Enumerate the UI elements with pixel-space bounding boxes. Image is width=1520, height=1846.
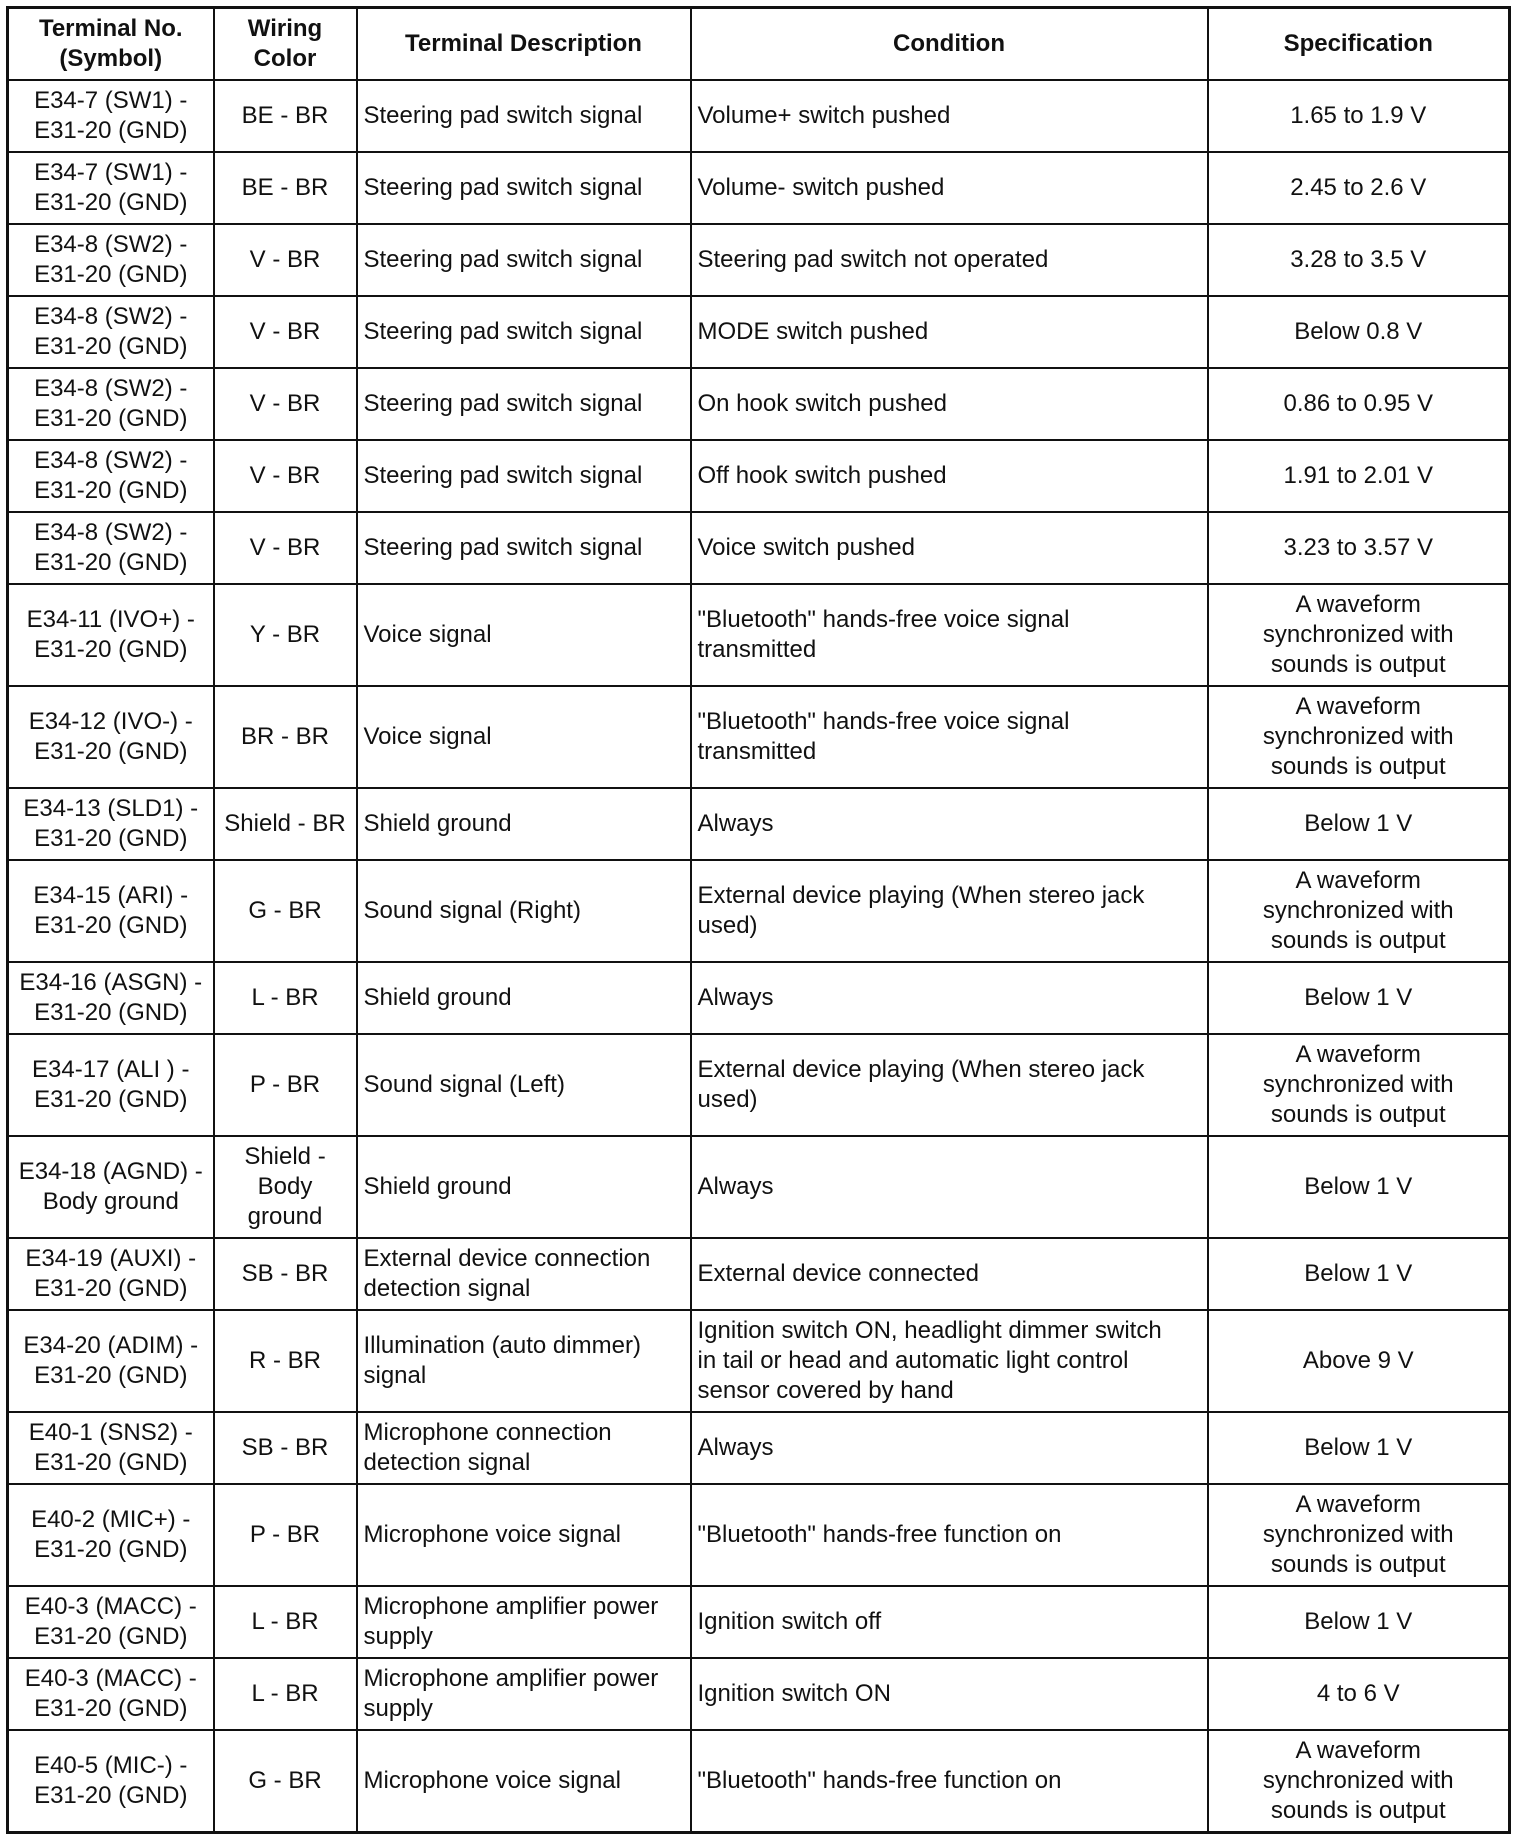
cell-specification: 1.65 to 1.9 V — [1208, 80, 1510, 152]
cell-condition: Voice switch pushed — [691, 512, 1208, 584]
cell-wiring-color: R - BR — [214, 1310, 357, 1412]
cell-specification: Below 1 V — [1208, 1136, 1510, 1238]
cell-condition: External device playing (When stereo jack used) — [691, 1034, 1208, 1136]
cell-specification: A waveform synchronized with sounds is output — [1208, 860, 1510, 962]
table-row — [8, 1412, 1510, 1484]
table-row — [8, 1136, 1510, 1238]
cell-specification: 3.28 to 3.5 V — [1208, 224, 1510, 296]
cell-condition: "Bluetooth" hands-free function on — [691, 1484, 1208, 1586]
cell-terminal: E34-11 (IVO+) - E31-20 (GND) — [8, 584, 214, 686]
cell-description: Illumination (auto dimmer) signal — [357, 1310, 691, 1412]
cell-description: Steering pad switch signal — [357, 80, 691, 152]
cell-wiring-color: V - BR — [214, 368, 357, 440]
cell-description: Voice signal — [357, 584, 691, 686]
cell-terminal: E40-3 (MACC) - E31-20 (GND) — [8, 1586, 214, 1658]
cell-terminal: E34-19 (AUXI) - E31-20 (GND) — [8, 1238, 214, 1310]
cell-terminal: E34-17 (ALI ) - E31-20 (GND) — [8, 1034, 214, 1136]
header-specification: Specification — [1208, 8, 1510, 81]
cell-description: Microphone connection detection signal — [357, 1412, 691, 1484]
cell-wiring-color: G - BR — [214, 860, 357, 962]
table-row — [8, 512, 1510, 584]
cell-terminal: E40-2 (MIC+) - E31-20 (GND) — [8, 1484, 214, 1586]
cell-terminal: E34-12 (IVO-) - E31-20 (GND) — [8, 686, 214, 788]
cell-specification: A waveform synchronized with sounds is output — [1208, 686, 1510, 788]
table-row — [8, 296, 1510, 368]
cell-terminal: E34-8 (SW2) - E31-20 (GND) — [8, 440, 214, 512]
cell-terminal: E34-7 (SW1) - E31-20 (GND) — [8, 80, 214, 152]
cell-specification: Above 9 V — [1208, 1310, 1510, 1412]
cell-specification: A waveform synchronized with sounds is output — [1208, 1034, 1510, 1136]
cell-description: Shield ground — [357, 788, 691, 860]
cell-wiring-color: BR - BR — [214, 686, 357, 788]
cell-terminal: E34-20 (ADIM) - E31-20 (GND) — [8, 1310, 214, 1412]
cell-terminal: E34-7 (SW1) - E31-20 (GND) — [8, 152, 214, 224]
cell-condition: "Bluetooth" hands-free function on — [691, 1730, 1208, 1832]
cell-condition: Volume+ switch pushed — [691, 80, 1208, 152]
cell-wiring-color: Y - BR — [214, 584, 357, 686]
cell-wiring-color: P - BR — [214, 1484, 357, 1586]
cell-condition: External device playing (When stereo jack used) — [691, 860, 1208, 962]
cell-description: Shield ground — [357, 1136, 691, 1238]
cell-description: Microphone amplifier power supply — [357, 1658, 691, 1730]
cell-wiring-color: SB - BR — [214, 1238, 357, 1310]
cell-condition: Always — [691, 788, 1208, 860]
cell-wiring-color: V - BR — [214, 512, 357, 584]
cell-condition: Ignition switch ON — [691, 1658, 1208, 1730]
header-terminal-no: Terminal No. (Symbol) — [8, 8, 214, 81]
cell-specification: 4 to 6 V — [1208, 1658, 1510, 1730]
table-row — [8, 860, 1510, 962]
cell-specification: Below 0.8 V — [1208, 296, 1510, 368]
cell-description: Steering pad switch signal — [357, 368, 691, 440]
cell-condition: Ignition switch ON, headlight dimmer switch in tail or head and automatic light control sensor covered by hand — [691, 1310, 1208, 1412]
cell-wiring-color: V - BR — [214, 296, 357, 368]
cell-condition: "Bluetooth" hands-free voice signal transmitted — [691, 686, 1208, 788]
table-row — [8, 788, 1510, 860]
cell-description: Steering pad switch signal — [357, 296, 691, 368]
header-condition: Condition — [691, 8, 1208, 81]
cell-wiring-color: L - BR — [214, 1658, 357, 1730]
table-row — [8, 1586, 1510, 1658]
cell-specification: 1.91 to 2.01 V — [1208, 440, 1510, 512]
cell-terminal: E34-15 (ARI) - E31-20 (GND) — [8, 860, 214, 962]
cell-terminal: E34-8 (SW2) - E31-20 (GND) — [8, 512, 214, 584]
table-row — [8, 1034, 1510, 1136]
cell-specification: 0.86 to 0.95 V — [1208, 368, 1510, 440]
cell-description: Voice signal — [357, 686, 691, 788]
cell-specification: Below 1 V — [1208, 962, 1510, 1034]
cell-specification: Below 1 V — [1208, 1238, 1510, 1310]
cell-description: Microphone amplifier power supply — [357, 1586, 691, 1658]
cell-wiring-color: BE - BR — [214, 152, 357, 224]
table-row — [8, 1658, 1510, 1730]
table-row — [8, 1238, 1510, 1310]
cell-condition: On hook switch pushed — [691, 368, 1208, 440]
table-row — [8, 1484, 1510, 1586]
cell-condition: Off hook switch pushed — [691, 440, 1208, 512]
cell-condition: Steering pad switch not operated — [691, 224, 1208, 296]
cell-terminal: E34-8 (SW2) - E31-20 (GND) — [8, 296, 214, 368]
cell-wiring-color: BE - BR — [214, 80, 357, 152]
cell-description: Microphone voice signal — [357, 1484, 691, 1586]
table-row — [8, 224, 1510, 296]
cell-specification: Below 1 V — [1208, 1412, 1510, 1484]
cell-description: Steering pad switch signal — [357, 512, 691, 584]
cell-wiring-color: SB - BR — [214, 1412, 357, 1484]
header-terminal-description: Terminal Description — [357, 8, 691, 81]
table-row — [8, 80, 1510, 152]
cell-condition: External device connected — [691, 1238, 1208, 1310]
cell-terminal: E40-1 (SNS2) - E31-20 (GND) — [8, 1412, 214, 1484]
cell-condition: Always — [691, 1136, 1208, 1238]
cell-wiring-color: V - BR — [214, 440, 357, 512]
header-wiring-color: Wiring Color — [214, 8, 357, 81]
table-row — [8, 1310, 1510, 1412]
cell-specification: A waveform synchronized with sounds is output — [1208, 1484, 1510, 1586]
cell-wiring-color: P - BR — [214, 1034, 357, 1136]
cell-description: Steering pad switch signal — [357, 152, 691, 224]
cell-specification: 3.23 to 3.57 V — [1208, 512, 1510, 584]
cell-wiring-color: G - BR — [214, 1730, 357, 1832]
cell-specification: A waveform synchronized with sounds is output — [1208, 584, 1510, 686]
table-row — [8, 584, 1510, 686]
cell-condition: MODE switch pushed — [691, 296, 1208, 368]
cell-terminal: E34-8 (SW2) - E31-20 (GND) — [8, 224, 214, 296]
cell-wiring-color: Shield - BR — [214, 788, 357, 860]
cell-condition: Always — [691, 1412, 1208, 1484]
table-row — [8, 1730, 1510, 1832]
cell-wiring-color: Shield - Body ground — [214, 1136, 357, 1238]
table-body — [8, 80, 1510, 1832]
cell-terminal: E34-16 (ASGN) - E31-20 (GND) — [8, 962, 214, 1034]
cell-condition: Always — [691, 962, 1208, 1034]
table-row — [8, 686, 1510, 788]
table-row — [8, 152, 1510, 224]
cell-condition: Volume- switch pushed — [691, 152, 1208, 224]
cell-specification: Below 1 V — [1208, 788, 1510, 860]
cell-description: Shield ground — [357, 962, 691, 1034]
cell-description: Sound signal (Right) — [357, 860, 691, 962]
cell-terminal: E34-8 (SW2) - E31-20 (GND) — [8, 368, 214, 440]
cell-description: Steering pad switch signal — [357, 440, 691, 512]
table-row — [8, 368, 1510, 440]
cell-description: Microphone voice signal — [357, 1730, 691, 1832]
cell-description: Sound signal (Left) — [357, 1034, 691, 1136]
cell-condition: Ignition switch off — [691, 1586, 1208, 1658]
table-header-row — [8, 8, 1510, 81]
cell-terminal: E34-18 (AGND) - Body ground — [8, 1136, 214, 1238]
table-row — [8, 440, 1510, 512]
cell-specification: Below 1 V — [1208, 1586, 1510, 1658]
cell-terminal: E34-13 (SLD1) - E31-20 (GND) — [8, 788, 214, 860]
cell-terminal: E40-5 (MIC-) - E31-20 (GND) — [8, 1730, 214, 1832]
cell-terminal: E40-3 (MACC) - E31-20 (GND) — [8, 1658, 214, 1730]
terminal-spec-table — [6, 6, 1511, 1834]
cell-wiring-color: L - BR — [214, 1586, 357, 1658]
cell-specification: A waveform synchronized with sounds is output — [1208, 1730, 1510, 1832]
cell-description: Steering pad switch signal — [357, 224, 691, 296]
cell-wiring-color: L - BR — [214, 962, 357, 1034]
cell-condition: "Bluetooth" hands-free voice signal transmitted — [691, 584, 1208, 686]
cell-specification: 2.45 to 2.6 V — [1208, 152, 1510, 224]
table-row — [8, 962, 1510, 1034]
cell-wiring-color: V - BR — [214, 224, 357, 296]
cell-description: External device connection detection signal — [357, 1238, 691, 1310]
